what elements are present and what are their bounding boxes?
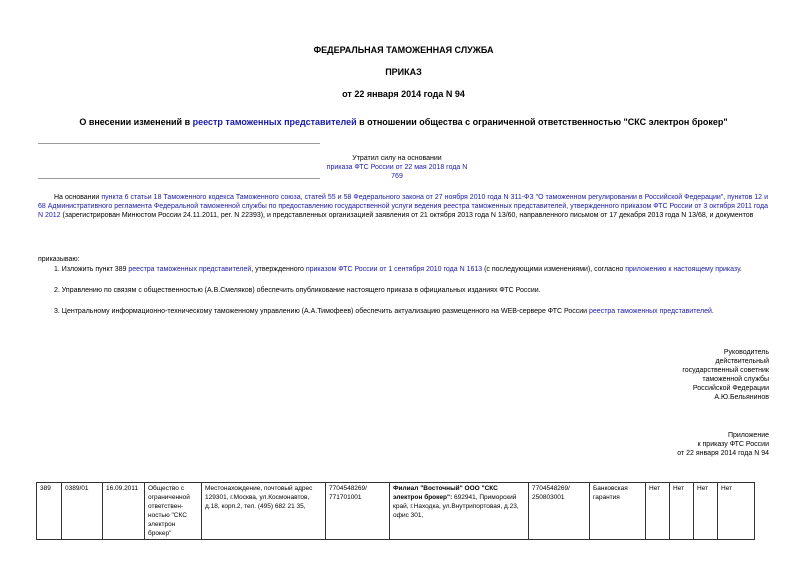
order-1-prikaz-link[interactable]: приказом ФТС России от 1 сентября 2010 года N 1613: [305, 266, 483, 273]
appendix-line-1: Приложение: [727, 432, 769, 439]
signature-line-3: государственный советник: [682, 367, 769, 374]
registry-table: [36, 482, 755, 540]
doc-type: ПРИКАЗ: [385, 67, 422, 77]
preamble: [38, 193, 768, 220]
signature-line-4: таможенной службы: [702, 376, 769, 383]
cell-flag-1: Нет: [646, 483, 670, 540]
cell-guarantee: Банковская гарантия: [590, 483, 646, 540]
order-3-text-a: 3. Центральному информационно-техническому таможенному управлению (А.А.Тимофеев) обеспечить актуализацию размещенного на WEB-сервере ФТС России: [54, 308, 590, 315]
revoked-note: [322, 154, 472, 181]
order-3-registry-link[interactable]: реестра таможенных представителей: [589, 308, 712, 315]
revoked-link[interactable]: приказа ФТС России от 22 мая 2018 года N 769: [326, 164, 468, 180]
cell-org-name: Общество с ограниченной ответствен-ностью "СКС электрон брокер": [145, 483, 202, 540]
revoked-text: Утратил силу на основании: [352, 155, 442, 162]
preamble-text-2: (зарегистрирован Минюстом России 24.11.2011, рег. N 22393), и представленных организацией заявления от 21 октября 2013 года N 13/60, направленного письмом от 17 декабря 2013 года N 13/68, и документов: [60, 212, 754, 219]
prikazyvayu: приказываю:: [38, 256, 80, 263]
signature-block: [569, 348, 769, 402]
order-item-2: 2. Управлению по связям с общественностью (А.В.Смеляков) обеспечить опубликование настоящего приказа в официальных изданиях ФТС России.: [54, 287, 541, 294]
order-1-registry-link[interactable]: реестра таможенных представителей: [128, 266, 252, 273]
appendix-line-2: к приказу ФТС России: [697, 441, 769, 448]
cell-reg-number: 0389/01: [62, 483, 103, 540]
preamble-link-1[interactable]: пункта 6 статьи 18 Таможенного кодекса Таможенного союза, статей 55 и 58 Федерального закона от 27 ноября 2010 года N 311-ФЗ "О таможенном регулировании в Российской Федерации",: [101, 194, 726, 201]
cell-inn-kpp: 7704548269/ 771701001: [326, 483, 390, 540]
order-1-text-c: (с последующими изменениями), согласно: [482, 266, 626, 273]
title-pre: О внесении изменений в: [79, 117, 193, 127]
order-1-text-d: .: [739, 266, 742, 273]
cell-branch-inn-kpp: 7704548269/ 250803001: [529, 483, 590, 540]
order-3-text-b: .: [711, 308, 714, 315]
divider-top: [38, 143, 320, 144]
order-item-3: [54, 307, 774, 316]
org-name: ФЕДЕРАЛЬНАЯ ТАМОЖЕННАЯ СЛУЖБА: [313, 45, 494, 55]
cell-flag-4: Нет: [718, 483, 755, 540]
title-post: в отношении общества с ограниченной ответственностью "СКС электрон брокер": [356, 117, 728, 127]
cell-branch: [390, 483, 529, 540]
branch-name: Филиал "Восточный" ООО "СКС электрон брокер":: [393, 485, 498, 501]
table-row: [37, 483, 755, 540]
appendix-block: [569, 431, 769, 458]
signature-line-5: Российской Федерации: [692, 385, 769, 392]
appendix-line-3: от 22 января 2014 года N 94: [677, 450, 769, 457]
cell-flag-2: Нет: [670, 483, 694, 540]
order-1-text-a: 1. Изложить пункт 389: [54, 266, 129, 273]
cell-address: Местонахождение, почтовый адрес 129301, г.Москва, ул.Космонавтов, д.18, корп.2, тел. (495) 682 21 35,: [202, 483, 326, 540]
preamble-link-2[interactable]: пунктов 12 и 68 Административного регламента Федеральной таможенной службы по предоставлению государственной услуги ведения реестра таможенных представителей, утвержденного приказом ФТС России от 3 октября 2011 года N 2012: [38, 194, 768, 219]
order-1-text-b: , утвержденного: [251, 266, 306, 273]
signature-name: А.Ю.Бельянинов: [714, 394, 769, 401]
signature-line-2: действительный: [715, 358, 769, 365]
doc-date-number: от 22 января 2014 года N 94: [342, 89, 465, 99]
cell-date: 16.09.2011: [103, 483, 145, 540]
preamble-text-1: На основании: [54, 194, 102, 201]
divider-bottom: [38, 178, 320, 179]
signature-line-1: Руководитель: [723, 349, 769, 356]
cell-flag-3: Нет: [694, 483, 718, 540]
branch-address: 692941, Приморский край, г.Находка, ул.Внутрипортовая, д.23, офис 301,: [393, 494, 519, 519]
order-item-1: [54, 265, 774, 274]
title-registry-link[interactable]: реестр таможенных представителей: [192, 117, 357, 127]
order-1-appendix-link[interactable]: приложению к настоящему приказу: [625, 266, 740, 273]
cell-number: 389: [37, 483, 62, 540]
doc-title: [0, 117, 807, 128]
